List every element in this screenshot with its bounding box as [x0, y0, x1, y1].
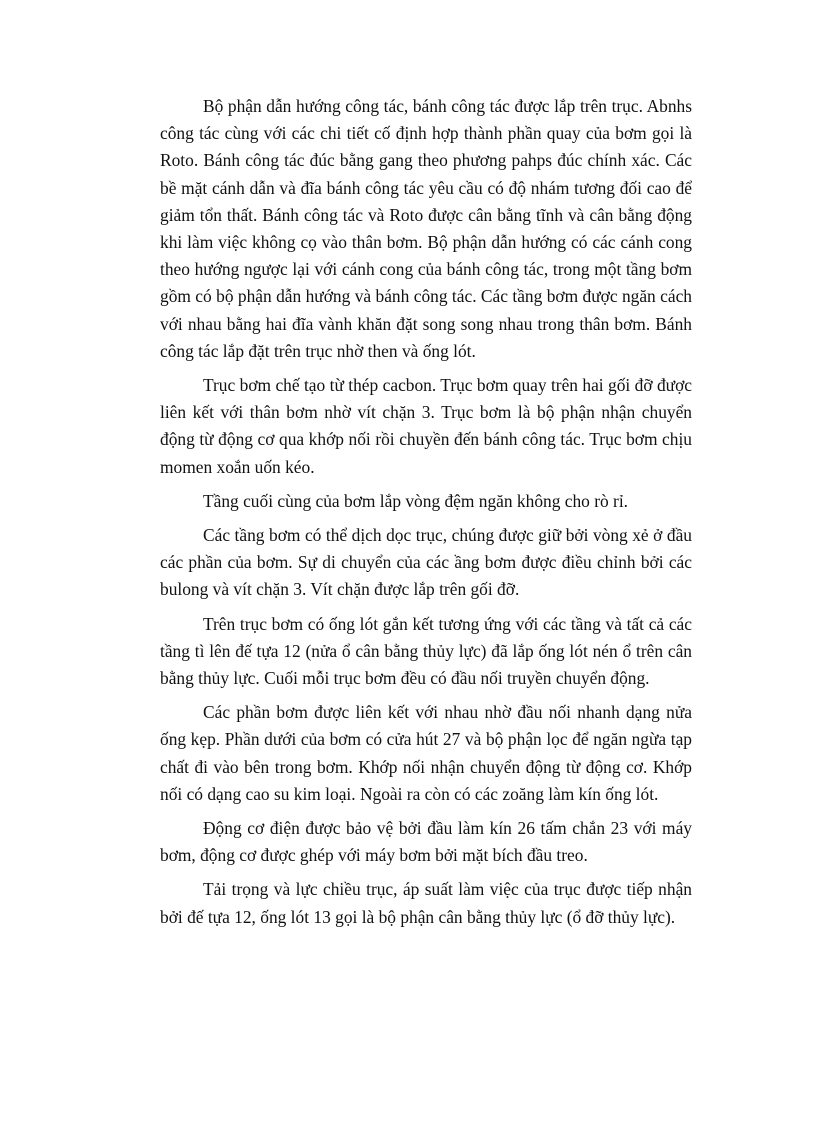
- paragraph-shaft: Trục bơm chế tạo từ thép cacbon. Trục bơm quay trên hai gối đỡ được liên kết với thân bơm nhờ vít chặn 3. Trục bơm là bộ phận nhận chuyển động từ động cơ qua khớp nối rồi chuyền đến bánh công tác. Trục bơm chịu momen xoắn uốn kéo.: [160, 375, 692, 477]
- paragraph-impeller: Bộ phận dẫn hướng công tác, bánh công tác được lắp trên trục. Abnhs công tác cùng với các chi tiết cố định hợp thành phần quay của bơm gọi là Roto. Bánh công tác đúc bằng gang theo phương pahps đúc chính xác. Các bề mặt cánh dẫn và đĩa bánh công tác yêu cầu có độ nhám tương đối cao để giảm tổn thất. Bánh công tác và Roto được cân bằng tĩnh và cân bằng động khi làm việc không cọ vào thân bơm. Bộ phận dẫn hướng có các cánh cong theo hướng ngược lại với cánh cong của bánh công tác, trong một tầng bơm gồm có bộ phận dẫn hướng và bánh công tác. Các tầng bơm được ngăn cách với nhau bằng hai đĩa vành khăn đặt song song nhau trong thân bơm. Bánh công tác lắp đặt trên trục nhờ then và ống lót.: [160, 96, 692, 361]
- paragraph-motor: Động cơ điện được bảo vệ bởi đầu làm kín 26 tấm chắn 23 với máy bơm, động cơ được ghép với máy bơm bởi mặt bích đầu treo.: [160, 818, 692, 866]
- document-body: [160, 93, 692, 931]
- paragraph-bushing: Trên trục bơm có ống lót gắn kết tương ứng với các tầng và tất cả các tầng tì lên đế tựa 12 (nửa ổ cân bằng thủy lực) đã lắp ống lót nén ổ trên cân bằng thủy lực. Cuối mỗi trục bơm đều có đầu nối truyền chuyển động.: [160, 613, 692, 689]
- paragraph-load: Tải trọng và lực chiều trục, áp suất làm việc của trục được tiếp nhận bởi đế tựa 12, ống lót 13 gọi là bộ phận cân bằng thủy lực (ổ đỡ thủy lực).: [160, 879, 692, 927]
- paragraph-stages: Các tầng bơm có thể dịch dọc trục, chúng được giữ bởi vòng xẻ ở đầu các phần của bơm. Sự di chuyển của các ầng bơm được điều chỉnh bởi các bulong và vít chặn 3. Vít chặn được lắp trên gối đỡ.: [160, 525, 692, 600]
- paragraph-sections: Các phần bơm được liên kết với nhau nhờ đầu nối nhanh dạng nửa ống kẹp. Phần dưới của bơm có cửa hút 27 và bộ phận lọc để ngăn ngừa tạp chất đi vào bên trong bơm. Khớp nối nhận chuyển động từ động cơ. Khớp nối có dạng cao su kim loại. Ngoài ra còn có các zoăng làm kín ống lót.: [160, 702, 692, 804]
- paragraph-last-stage: Tầng cuối cùng của bơm lắp vòng đệm ngăn không cho rò rỉ.: [203, 490, 629, 511]
